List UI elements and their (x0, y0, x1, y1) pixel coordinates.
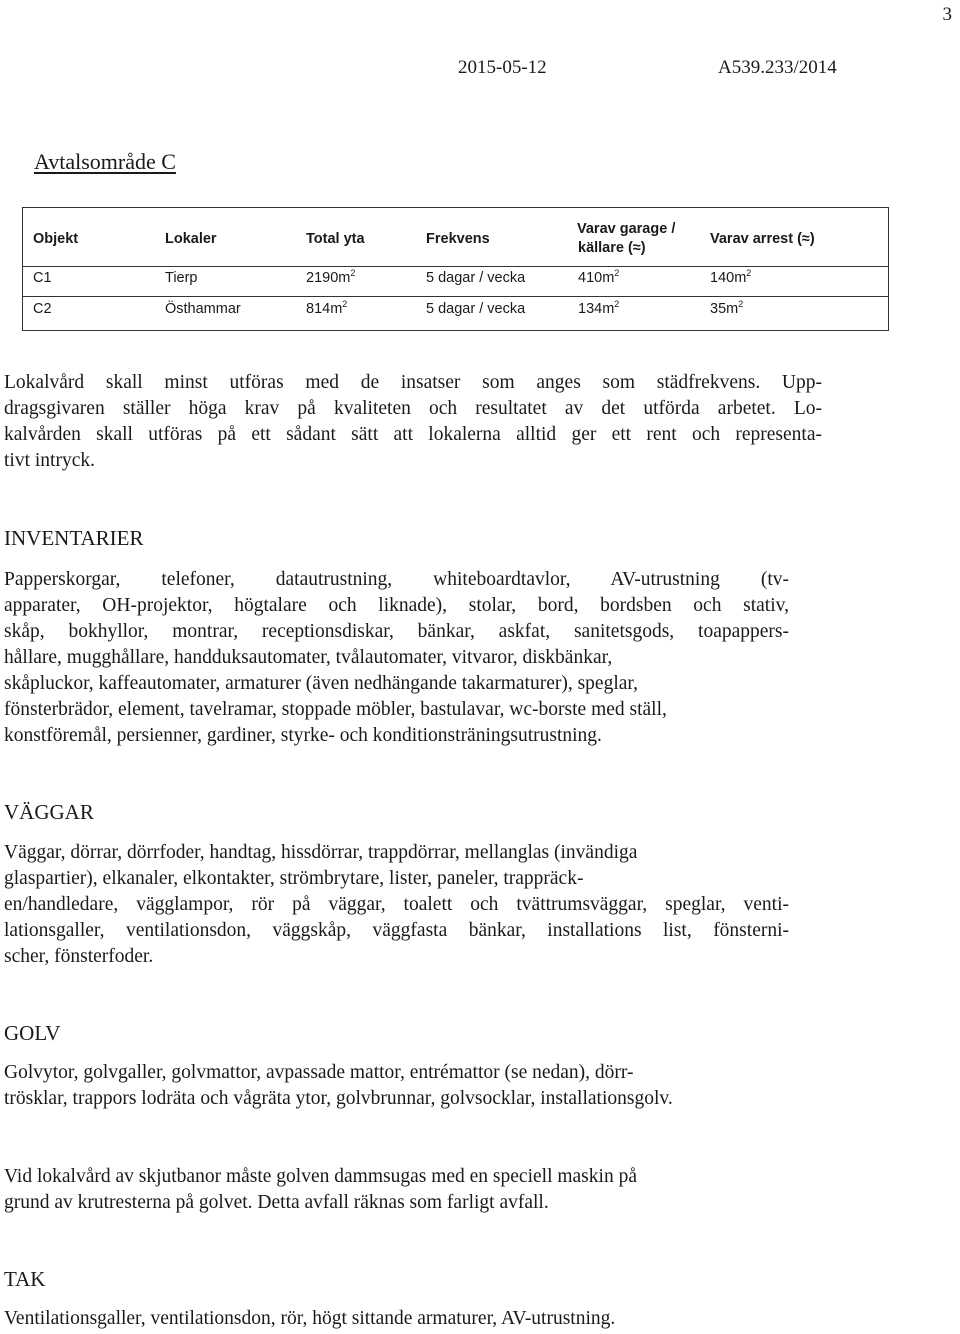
section-body-inventarier (4, 567, 789, 749)
table-row-c1-frekvens: 5 dagar / vecka (426, 270, 526, 286)
table-row-c1-total-yta: $2190m^2$ (306, 268, 356, 286)
area-heading: Avtalsområde C (34, 149, 176, 174)
page-number: 3 (942, 4, 952, 25)
table-row-c2-garage: $134m^2$ (578, 299, 620, 317)
paragraph-line: trösklar, trappors lodräta och vågräta ytor, golvbrunnar, golvsocklar, installationsgolv. (4, 1088, 673, 1109)
paragraph-line: Ventilationsgaller, ventilationsdon, rör, högt sittande armaturer, AV-utrustning. (4, 1308, 616, 1329)
col-header-frekvens: Frekvens (426, 231, 490, 247)
section-heading-golv: GOLV (4, 1021, 61, 1045)
paragraph-line: scher, fönsterfoder. (4, 946, 154, 967)
paragraph-line: Golvytor, golvgaller, golvmattor, avpassade mattor, entrémattor (se nedan), dörr- (4, 1062, 634, 1083)
premises-table (22, 207, 889, 331)
table-row-c1-objekt: C1 (33, 270, 52, 286)
paragraph-line: Lokalvård skall minst utföras med de insatser som anges som städfrekvens. Upp- (4, 372, 822, 393)
paragraph-line: lationsgaller, ventilationsdon, väggskåp, väggfasta bänkar, installations list, fönsterni- (4, 920, 789, 941)
intro-paragraph (4, 370, 822, 474)
paragraph-line: tivt intryck. (4, 450, 95, 471)
paragraph-line: konstföremål, persienner, gardiner, styrke- och konditionsträningsutrustning. (4, 725, 602, 746)
col-header-total-yta: Total yta (306, 231, 365, 247)
section-heading-tak: TAK (4, 1267, 46, 1291)
document-reference: A539.233/2014 (718, 57, 837, 78)
table-row-c2-total-yta: $814m^2$ (306, 299, 348, 317)
table-row-c1-lokaler: Tierp (165, 270, 198, 286)
table-divider (23, 296, 888, 297)
paragraph-line: apparater, OH-projektor, högtalare och liknade), stolar, bord, bordsben och stativ, (4, 595, 789, 616)
paragraph-line: skåp, bokhyllor, montrar, receptionsdiskar, bänkar, askfat, sanitetsgods, toapappers- (4, 621, 789, 642)
table-row-c2-arrest: $35m^2$ (710, 299, 744, 317)
paragraph-line: grund av krutresterna på golvet. Detta avfall räknas som farligt avfall. (4, 1192, 549, 1213)
section-note-golv (4, 1164, 789, 1216)
table-row-c2-frekvens: 5 dagar / vecka (426, 301, 526, 317)
paragraph-line: Väggar, dörrar, dörrfoder, handtag, hissdörrar, trappdörrar, mellanglas (invändiga (4, 842, 638, 863)
table-row-c1-arrest: $140m^2$ (710, 268, 752, 286)
paragraph-line: Vid lokalvård av skjutbanor måste golven dammsugas med en speciell maskin på (4, 1166, 637, 1187)
col-header-garage-line2: källare (≈) (578, 240, 646, 256)
paragraph-line: en/handledare, vägglampor, rör på väggar, toalett och tvättrumsväggar, speglar, venti- (4, 894, 789, 915)
table-row-c2-lokaler: Östhammar (165, 301, 241, 317)
paragraph-line: hållare, mugghållare, handduksautomater, tvålautomater, vitvaror, diskbänkar, (4, 647, 613, 668)
section-body-tak (4, 1306, 789, 1332)
paragraph-line: glaspartier), elkanaler, elkontakter, strömbrytare, lister, paneler, trappräck- (4, 868, 584, 889)
document-date: 2015-05-12 (458, 57, 547, 78)
paragraph-line: kalvården skall utföras på ett sådant sätt att lokalerna alltid ger ett rent och representa- (4, 424, 822, 445)
paragraph-line: Papperskorgar, telefoner, datautrustning, whiteboardtavlor, AV-utrustning (tv- (4, 569, 789, 590)
section-body-vaggar (4, 840, 789, 970)
col-header-objekt: Objekt (33, 231, 79, 247)
paragraph-line: fönsterbrädor, element, tavelramar, stoppade möbler, bastulavar, wc-borste med ställ, (4, 699, 667, 720)
paragraph-line: dragsgivaren ställer höga krav på kvaliteten och resultatet av det utförda arbetet. Lo- (4, 398, 822, 419)
col-header-lokaler: Lokaler (165, 231, 217, 247)
col-header-arrest: Varav arrest (≈) (710, 231, 815, 247)
col-header-garage-line1: Varav garage / (577, 221, 676, 237)
section-heading-vaggar: VÄGGAR (4, 800, 94, 824)
paragraph-line: skåpluckor, kaffeautomater, armaturer (även nedhängande takarmaturer), speglar, (4, 673, 638, 694)
section-body-golv (4, 1060, 789, 1112)
table-row-c1-garage: $410m^2$ (578, 268, 620, 286)
table-divider (23, 266, 888, 267)
section-heading-inventarier: INVENTARIER (4, 526, 144, 550)
table-row-c2-objekt: C2 (33, 301, 52, 317)
